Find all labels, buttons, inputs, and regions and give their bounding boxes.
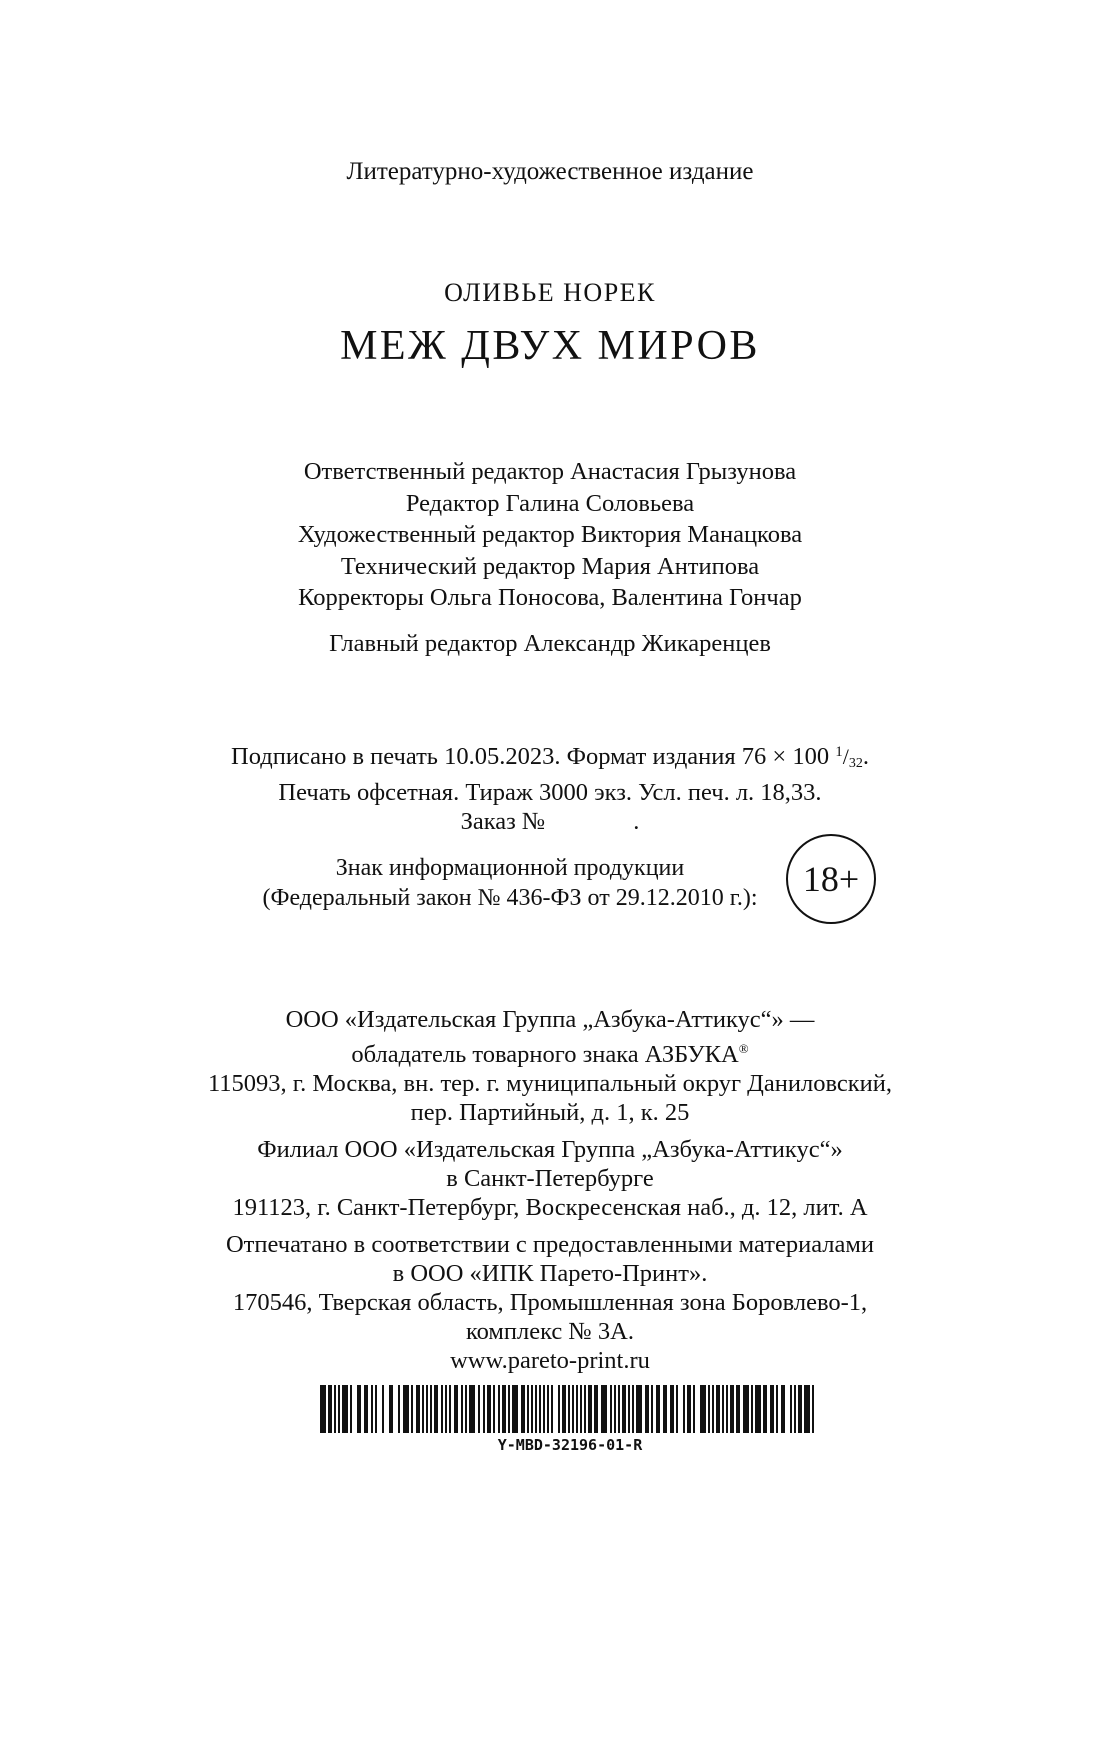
barcode-bar — [454, 1385, 458, 1433]
barcode-bar — [493, 1385, 495, 1433]
barcode-bar — [794, 1385, 796, 1433]
barcode-bar — [411, 1385, 413, 1433]
barcode-bar — [618, 1385, 620, 1433]
barcode-bar — [751, 1385, 753, 1433]
barcode-bar — [508, 1385, 510, 1433]
barcode-bar — [572, 1385, 574, 1433]
credit-line-proofreaders: Корректоры Ольга Поносова, Валентина Гончар — [298, 584, 802, 611]
barcode-bar — [755, 1385, 761, 1433]
book-title: МЕЖ ДВУХ МИРОВ — [340, 323, 760, 369]
barcode-bar — [426, 1385, 428, 1433]
barcode-bar — [535, 1385, 537, 1433]
print-info-line-1-end: . — [862, 743, 869, 770]
trademark-line — [0, 1034, 1100, 1069]
chief-editor: Главный редактор Александр Жикаренцев — [329, 630, 771, 657]
barcode-bar — [375, 1385, 377, 1433]
barcode-bar — [776, 1385, 778, 1433]
barcode-bar — [656, 1385, 660, 1433]
branch-name: Филиал ООО «Издательская Группа „Азбука-Аттикус“» — [257, 1136, 843, 1163]
barcode-bar — [521, 1385, 525, 1433]
barcode-bar — [736, 1385, 740, 1433]
barcode-bar — [576, 1385, 578, 1433]
barcode — [320, 1385, 820, 1433]
barcode-bar — [350, 1385, 352, 1433]
barcode-bar — [483, 1385, 485, 1433]
printer-name: в ООО «ИПК Парето-Принт». — [392, 1260, 708, 1287]
barcode-bar — [328, 1385, 332, 1433]
printer-note: Отпечатано в соответствии с предоставленными материалами — [225, 1231, 875, 1258]
barcode-bar — [693, 1385, 695, 1433]
barcode-bar — [722, 1385, 724, 1433]
barcode-bar — [743, 1385, 749, 1433]
publisher-address-line-1: 115093, г. Москва, вн. тер. г. муниципальный округ Даниловский, — [207, 1070, 893, 1097]
barcode-bar — [422, 1385, 424, 1433]
barcode-bar — [562, 1385, 566, 1433]
group-spacer — [0, 1222, 1100, 1230]
barcode-bar — [632, 1385, 634, 1433]
branch-city: в Санкт-Петербурге — [446, 1165, 654, 1192]
printer-website: www.pareto-print.ru — [450, 1347, 650, 1374]
barcode-bar — [551, 1385, 553, 1433]
barcode-bar — [416, 1385, 420, 1433]
barcode-bar — [430, 1385, 432, 1433]
barcode-bar — [588, 1385, 592, 1433]
barcode-bar — [651, 1385, 653, 1433]
barcode-bar — [465, 1385, 467, 1433]
age-rating-notice — [250, 853, 770, 913]
order-end: . — [633, 808, 640, 835]
barcode-bar — [594, 1385, 598, 1433]
barcode-bar — [478, 1385, 480, 1433]
barcode-bar — [584, 1385, 586, 1433]
barcode-bar — [812, 1385, 814, 1433]
publisher-info — [0, 1005, 1100, 1375]
barcode-bar — [676, 1385, 678, 1433]
barcode-bar — [614, 1385, 616, 1433]
trademark-text: обладатель товарного знака АЗБУКА — [351, 1041, 739, 1068]
barcode-bar — [610, 1385, 612, 1433]
barcode-bar — [687, 1385, 691, 1433]
barcode-bar — [502, 1385, 506, 1433]
print-info-format-text: Подписано в печать 10.05.2023. Формат издания 76 × 100 — [231, 743, 830, 770]
printer-complex: комплекс № 3А. — [465, 1318, 635, 1345]
barcode-bar — [636, 1385, 642, 1433]
branch-address: 191123, г. Санкт-Петербург, Воскресенская наб., д. 12, лит. А — [232, 1194, 868, 1221]
credit-line-responsible-editor: Ответственный редактор Анастасия Грызунова — [303, 458, 797, 485]
age-rating-badge: 18+ — [786, 834, 876, 924]
barcode-bar — [403, 1385, 409, 1433]
format-slash: / — [842, 744, 849, 769]
editorial-credits — [0, 456, 1100, 614]
publisher-address-line-2: пер. Партийный, д. 1, к. 25 — [410, 1099, 690, 1126]
barcode-bar — [487, 1385, 491, 1433]
barcode-bar — [498, 1385, 500, 1433]
barcode-bar — [670, 1385, 674, 1433]
barcode-bar — [371, 1385, 373, 1433]
printer-address: 170546, Тверская область, Промышленная зона Боровлево-1, — [232, 1289, 868, 1316]
credit-line-art-editor: Художественный редактор Виктория Манацкова — [297, 521, 803, 548]
barcode-bar — [320, 1385, 326, 1433]
barcode-bar — [364, 1385, 368, 1433]
registered-mark: ® — [738, 1041, 749, 1056]
barcode-bar — [449, 1385, 451, 1433]
barcode-bar — [382, 1385, 384, 1433]
credit-line-editor: Редактор Галина Соловьева — [405, 489, 695, 517]
publisher-name: ООО «Издательская Группа „Азбука-Аттикус“» — — [285, 1006, 815, 1033]
barcode-bar — [663, 1385, 667, 1433]
barcode-bar — [601, 1385, 607, 1433]
author-name: ОЛИВЬЕ НОРЕК — [444, 278, 656, 307]
barcode-bar — [334, 1385, 336, 1433]
barcode-bar — [512, 1385, 518, 1433]
barcode-bar — [531, 1385, 533, 1433]
credit-line-technical-editor: Технический редактор Мария Антипова — [340, 552, 760, 580]
barcode-bar — [338, 1385, 340, 1433]
barcode-bar — [441, 1385, 443, 1433]
barcode-bar — [628, 1385, 630, 1433]
barcode-bar — [700, 1385, 706, 1433]
barcode-bar — [568, 1385, 570, 1433]
barcode-bar — [798, 1385, 802, 1433]
barcode-bar — [527, 1385, 529, 1433]
barcode-bar — [645, 1385, 649, 1433]
format-numerator: 1 — [835, 744, 843, 760]
barcode-bar — [716, 1385, 720, 1433]
print-info — [0, 738, 1100, 836]
age-rating-line-2: (Федеральный закон № 436-ФЗ от 29.12.2010 г.): — [262, 885, 758, 911]
barcode-bar — [770, 1385, 774, 1433]
barcode-bar — [461, 1385, 463, 1433]
barcode-bar — [543, 1385, 545, 1433]
barcode-bar — [622, 1385, 626, 1433]
barcode-bar — [712, 1385, 714, 1433]
barcode-bar — [434, 1385, 438, 1433]
print-info-line-1 — [0, 738, 1100, 778]
barcode-bar — [357, 1385, 361, 1433]
barcode-bar — [781, 1385, 785, 1433]
barcode-bar — [445, 1385, 447, 1433]
barcode-bar — [726, 1385, 728, 1433]
barcode-bar — [708, 1385, 710, 1433]
edition-type: Литературно-художественное издание — [346, 158, 754, 185]
barcode-bar — [469, 1385, 475, 1433]
barcode-bar — [790, 1385, 792, 1433]
barcode-bar — [580, 1385, 582, 1433]
barcode-bar — [804, 1385, 810, 1433]
barcode-bar — [539, 1385, 541, 1433]
barcode-bar — [763, 1385, 767, 1433]
barcode-bar — [389, 1385, 393, 1433]
barcode-bar — [683, 1385, 685, 1433]
print-info-line-2: Печать офсетная. Тираж 3000 экз. Усл. печ. л. 18,33. — [278, 779, 822, 806]
barcode-bar — [398, 1385, 400, 1433]
barcode-bar — [342, 1385, 348, 1433]
barcode-bar — [558, 1385, 560, 1433]
barcode-bar — [730, 1385, 734, 1433]
age-rating-line-1: Знак информационной продукции — [335, 855, 685, 881]
barcode-code: Y-MBD-32196-01-R — [497, 1436, 643, 1454]
print-info-order — [0, 807, 1100, 836]
barcode-bar — [547, 1385, 549, 1433]
format-denominator: 32 — [848, 756, 863, 771]
order-label: Заказ № — [460, 808, 546, 835]
group-spacer — [0, 1127, 1100, 1135]
